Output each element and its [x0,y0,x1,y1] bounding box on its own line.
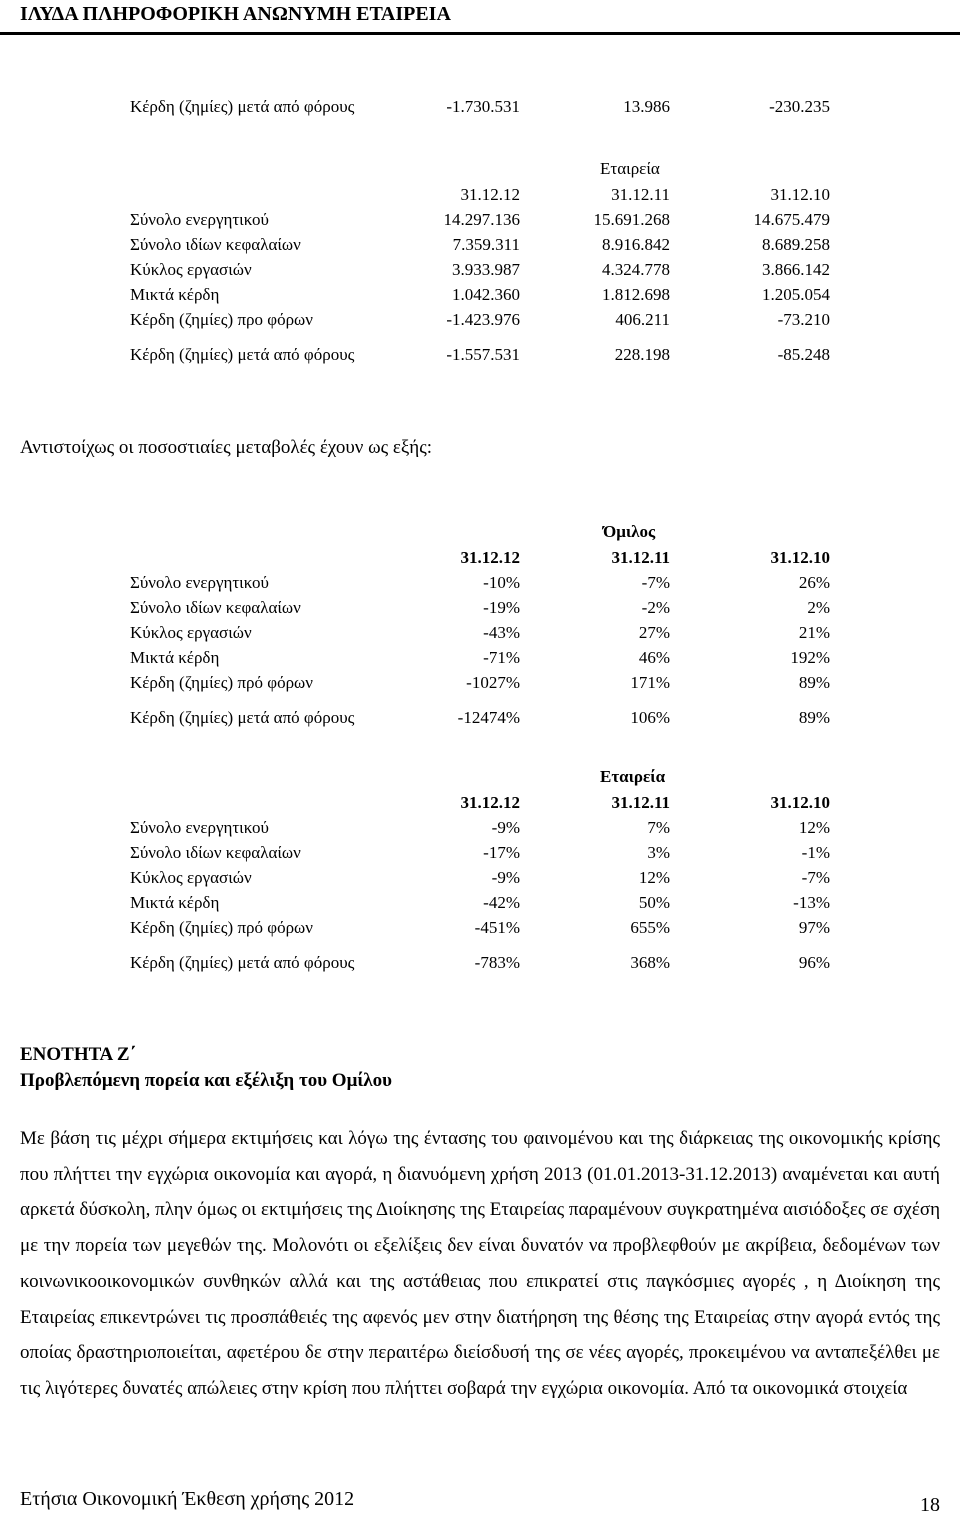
row-label: Κέρδη (ζημίες) μετά από φόρους [130,345,355,364]
row-value-3: 2% [807,597,830,617]
row-value-1: 1.042.360 [452,284,520,304]
page-header-company: ΙΛΥΔΑ ΠΛΗΡΟΦΟΡΙΚΗ ΑΝΩΝΥΜΗ ΕΤΑΙΡΕΙΑ [20,3,451,25]
table-row [130,332,830,378]
year-header-2: 31.12.11 [611,547,670,567]
intro-text: Αντιστοίχως οι ποσοστιαίες μεταβολές έχουν ως εξής: [20,437,433,458]
row-label: Κύκλος εργασιών [130,867,252,887]
row-value-2: 171% [630,672,670,692]
row-value-3: 89% [798,672,830,692]
row-value-3: 8.689.258 [762,234,830,254]
row-value-1: -71% [483,647,520,667]
row-value-2: 27% [638,622,670,642]
table-row [130,890,830,915]
year-header-1: 31.12.12 [460,792,520,812]
row-label: Μικτά κέρδη [130,284,220,304]
row-value-3: 14.675.479 [753,209,830,229]
row-value-1: -42% [483,892,520,912]
year-header-2: 31.12.11 [611,184,670,204]
row-value-3: 97% [798,917,830,937]
row-label: Κέρδη (ζημίες) πρό φόρων [130,672,313,692]
row-value-1: 7.359.311 [452,234,520,254]
row-value-2: 50% [638,892,670,912]
row-label: Κέρδη (ζημίες) πρό φόρων [130,917,313,937]
row-value-2: 12% [638,867,670,887]
row-value-3: 89% [798,708,830,727]
year-header-1: 31.12.12 [460,547,520,567]
row-value-1: -43% [483,622,520,642]
row-label: Κέρδη (ζημίες) μετά από φόρους [130,953,355,972]
row-value-1: -451% [474,917,520,937]
row-value-1: 14.297.136 [443,209,520,229]
table-row [130,595,830,620]
table-entity-row [130,518,830,545]
row-value-2: -7% [641,572,670,592]
table-row [130,695,830,741]
table-row [130,670,830,695]
entity-label: Εταιρεία [600,766,666,786]
table-row [130,620,830,645]
row-value-1: -1027% [466,672,520,692]
table-row [130,815,830,840]
table-row [130,232,830,257]
row-value-2: 368% [630,953,670,972]
row-value-3: 96% [798,953,830,972]
table-row [130,570,830,595]
company-pct-table [130,763,830,986]
row-value-3: -73.210 [777,309,830,329]
row-label: Σύνολο ιδίων κεφαλαίων [130,234,301,254]
row-value-2: 46% [638,647,670,667]
row-label: Σύνολο ιδίων κεφαλαίων [130,842,301,862]
row-value-2: 3% [647,842,670,862]
table-entity-row [130,763,830,790]
table-row [130,282,830,307]
row-value-3: 26% [798,572,830,592]
entity-label: Όμιλος [603,521,656,541]
row-value-2: -2% [641,597,670,617]
section-title: ΕΝΟΤΗΤΑ Ζ΄ [20,1044,136,1065]
row-value-1: -17% [483,842,520,862]
row-value-1: -1.423.976 [446,309,520,329]
row-value-3: -13% [793,892,830,912]
year-header-3: 31.12.10 [770,184,830,204]
row-value-2: 406.211 [615,309,670,329]
table-entity-row [130,155,830,182]
row-value-2: 4.324.778 [602,259,670,279]
table-row [130,915,830,940]
year-header-2: 31.12.11 [611,792,670,812]
table-header-row [130,545,830,570]
row-value-2: 15.691.268 [593,209,670,229]
group-pct-rows [130,570,830,741]
row-value-3: 3.866.142 [762,259,830,279]
row-value-3: -7% [801,867,830,887]
row-value-2: 228.198 [614,345,670,364]
row-label: Κέρδη (ζημίες) προ φόρων [130,309,313,329]
row-label: Κέρδη (ζημίες) μετά από φόρους [130,97,355,116]
group-pct-table [130,518,830,741]
row-value-3: -1% [801,842,830,862]
table-row [130,840,830,865]
table-row [130,84,830,130]
row-value-1: -1.557.531 [446,345,520,364]
row-label: Σύνολο ιδίων κεφαλαίων [130,597,301,617]
table-row [130,645,830,670]
table-row [130,207,830,232]
row-value-1: -12474% [457,708,520,727]
row-value-1: -783% [474,953,520,972]
row-label: Κύκλος εργασιών [130,259,252,279]
company-values-rows [130,207,830,378]
row-value-1: -9% [491,867,520,887]
row-value-2: 106% [630,708,670,727]
row-label: Κέρδη (ζημίες) μετά από φόρους [130,708,355,727]
row-value-3: 12% [798,817,830,837]
year-header-1: 31.12.12 [460,184,520,204]
year-header-3: 31.12.10 [770,792,830,812]
table-row [130,307,830,332]
row-value-2: 1.812.698 [602,284,670,304]
section-body: Με βάση τις μέχρι σήμερα εκτιμήσεις και λόγω της έντασης του φαινομένου και της διάρκειας της οικονομικής κρίσης που πλήττει την εγχώρια οικονομία και αγορά, η διανυόμενη χρήση 2013 (01.01.2013-31.12.2013) αναμένεται και αυτή αρκετά δύσκολη, πλην όμως οι εκτιμήσεις της Διοίκησης της Εταιρείας παραμένουν συγκρατημένα αισιόδοξες σε σχέση με την πορεία των μεγεθών της. Μολονότι οι εξελίξεις δεν είναι δυνατόν να προβλεφθούν με ακρίβεια, δεδομένων των κοινωνικοοικονομικών συνθηκών αλλά και της αστάθειας που επικρατεί στις παγκόσμιες αγορές , η Διοίκηση της Εταιρείας επικεντρώνει τις προσπάθειές της αφενός μεν στην διατήρηση της θέσης της Εταιρείας στην αγορά εντός της οποίας δραστηριοποιείται, αφετέρου δε στην περαιτέρω διείσδυσή της σε νέες αγορές, προκειμένου να ανταπεξέλθει με τις λιγότερες δυνατές απώλειες στην κρίση που πλήττει σοβαρά την εγχώρια οικονομία. Από τα οικονομικά στοιχεία [20,1128,940,1399]
table-row [130,940,830,986]
table-row [130,865,830,890]
year-header-3: 31.12.10 [770,547,830,567]
row-value-1: -1.730.531 [446,97,520,116]
row-value-1: -9% [491,817,520,837]
row-label: Σύνολο ενεργητικού [130,817,269,837]
row-value-2: 8.916.842 [602,234,670,254]
header-rule [0,32,960,35]
row-label: Σύνολο ενεργητικού [130,209,269,229]
table-row [130,257,830,282]
footer-title: Ετήσια Οικονομική Έκθεση χρήσης 2012 [20,1488,355,1510]
table-header-row [130,790,830,815]
row-value-3: 192% [790,647,830,667]
row-label: Μικτά κέρδη [130,647,220,667]
row-value-1: 3.933.987 [452,259,520,279]
page-number: 18 [920,1494,940,1516]
row-value-2: 13.986 [623,97,670,116]
row-value-3: 21% [798,622,830,642]
top-row-table [130,84,830,130]
section-subtitle: Προβλεπόμενη πορεία και εξέλιξη του Ομίλου [20,1070,392,1091]
entity-label: Εταιρεία [600,158,660,178]
company-values-table [130,155,830,378]
row-value-1: -10% [483,572,520,592]
row-value-3: -85.248 [777,345,830,364]
row-value-2: 7% [647,817,670,837]
row-value-3: -230.235 [769,97,830,116]
row-value-2: 655% [630,917,670,937]
row-label: Σύνολο ενεργητικού [130,572,269,592]
row-label: Μικτά κέρδη [130,892,220,912]
row-value-3: 1.205.054 [762,284,830,304]
company-pct-rows [130,815,830,986]
row-label: Κύκλος εργασιών [130,622,252,642]
row-value-1: -19% [483,597,520,617]
table-header-row [130,182,830,207]
